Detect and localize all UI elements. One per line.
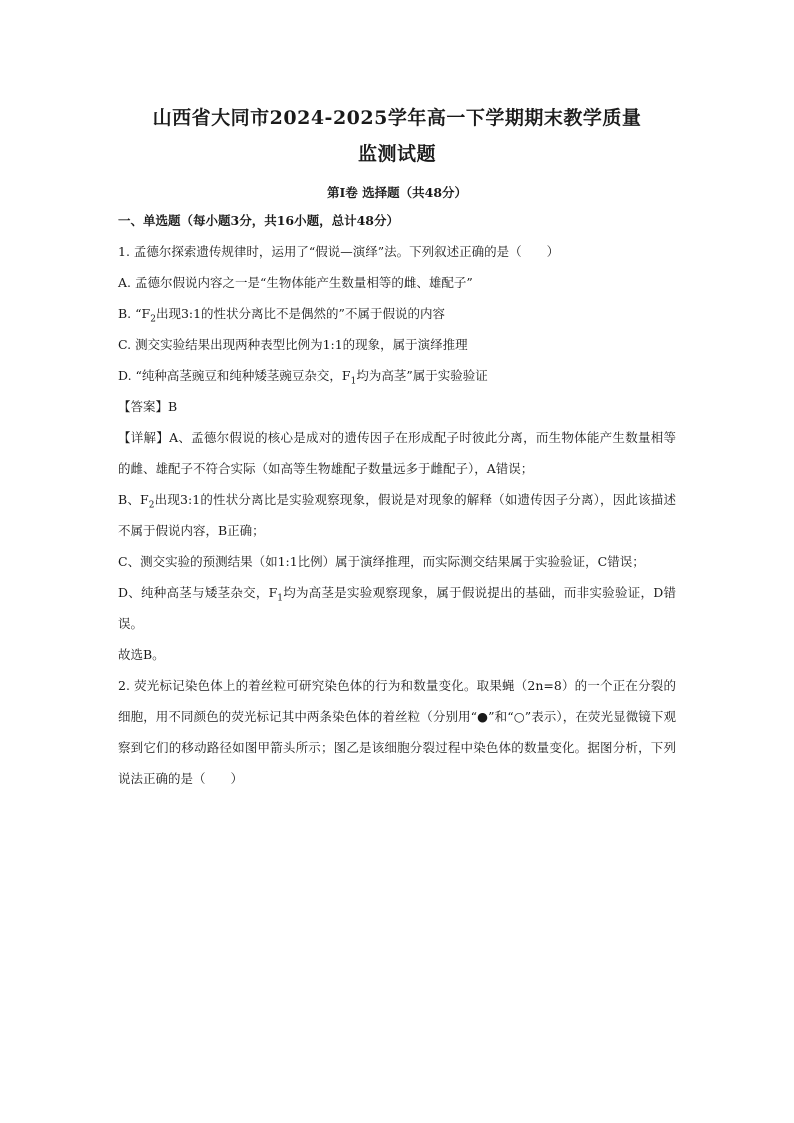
explain-d-post: 均为高茎是实验观察现象，属于假说提出的基础，而非实验验证，D错误。	[118, 585, 676, 631]
question-1-answer: 【答案】B	[118, 399, 178, 414]
question-2-stem: 2. 荧光标记染色体上的着丝粒可研究染色体的行为和数量变化。取果蝇（2n=8）的一个正在分裂的细胞，用不同颜色的荧光标记其中两条染色体的着丝粒（分别用“●”和“○”表示），在荧光显微镜下观察到它们的移动路径如图甲箭头所示；图乙是该细胞分裂过程中染色体的数量变化。据图分析，下列说法正确的是（ ）	[118, 678, 676, 786]
title-line-2: 监测试题	[357, 143, 436, 165]
document-page	[118, 100, 676, 794]
conclusion: 故选B。	[118, 647, 165, 662]
question-1-option-a: A. 孟德尔假说内容之一是“生物体能产生数量相等的雌、雄配子”	[118, 275, 473, 290]
question-1-option-c: C. 测交实验结果出现两种表型比例为1:1的现象，属于演绎推理	[118, 337, 468, 352]
explanation-d	[118, 577, 676, 639]
explanation-c: C、测交实验的预测结果（如1:1比例）属于演绎推理，而实际测交结果属于实验验证，C错误；	[118, 554, 645, 569]
option-b-subscript: 2	[150, 314, 156, 325]
explain-d-subscript: 1	[277, 593, 284, 604]
section-heading: 一、单选题（每小题3分，共16小题，总计48分）	[118, 213, 399, 228]
document-title	[118, 100, 676, 136]
explain-b-post: 出现3:1的性状分离比是实验观察现象，假说是对现象的解释（如遗传因子分离），因此该描述不属于假说内容，B正确；	[118, 492, 676, 538]
option-b-text-post: 出现3:1的性状分离比不是偶然的”不属于假说的内容	[155, 306, 445, 321]
title-line-1: 山西省大同市2024-2025学年高一下学期期末教学质量	[152, 107, 642, 129]
explain-b-pre: B、F	[118, 492, 149, 507]
document-title-line-2	[118, 136, 676, 172]
question-1-stem: 1. 孟德尔探索遗传规律时，运用了“假说—演绎”法。下列叙述正确的是（ ）	[118, 244, 560, 259]
option-b-text-pre: B. “F	[118, 306, 151, 321]
explain-d-pre: D、纯种高茎与矮茎杂交，F	[118, 585, 278, 600]
question-1-option-b	[118, 304, 676, 323]
option-d-text-pre: D. “纯种高茎豌豆和纯种矮茎豌豆杂交，F	[118, 368, 351, 383]
option-d-text-post: 均为高茎”属于实验验证	[356, 368, 488, 383]
question-1-option-d	[118, 366, 676, 385]
volume-subtitle: 第Ⅰ卷 选择题（共48分）	[326, 185, 468, 200]
explanation-b	[118, 484, 676, 546]
option-d-subscript: 1	[350, 376, 357, 387]
explanation-a: 【详解】A、孟德尔假说的核心是成对的遗传因子在形成配子时彼此分离，而生物体能产生数量相等的雌、雄配子不符合实际（如高等生物雄配子数量远多于雌配子），A错误；	[118, 430, 676, 476]
explain-b-subscript: 2	[148, 500, 155, 511]
